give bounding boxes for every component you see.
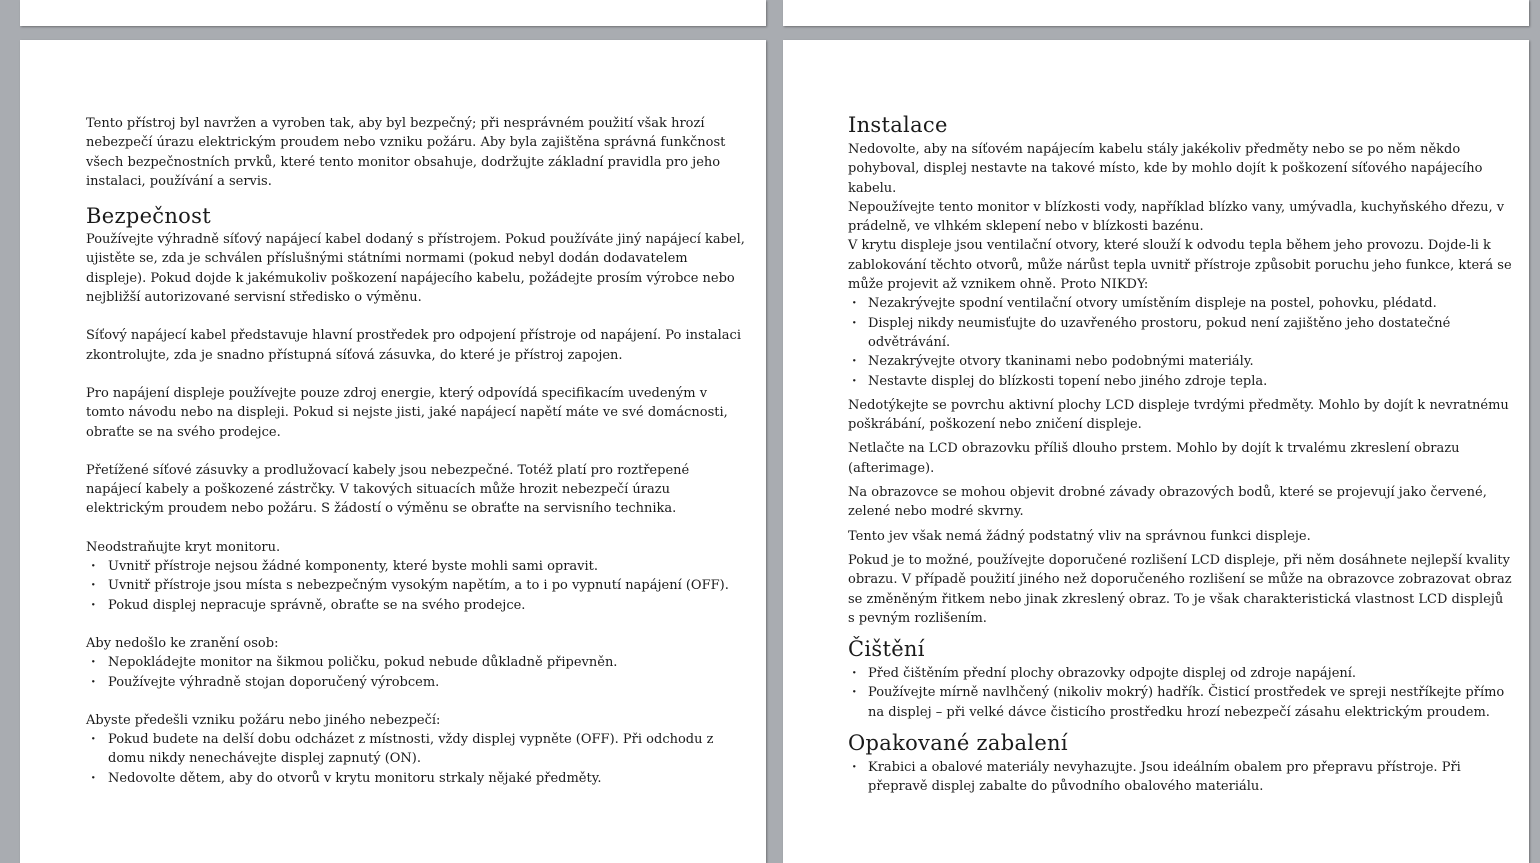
heading-opakovane-zabaleni: Opakované zabalení (848, 731, 1068, 756)
list-item: · Krabici a obalové materiály nevyhazujte. Jsou ideálním obalem pro přepravu přístroje. Při přepravě displej zabalte do původního obalového materiálu. (848, 758, 1513, 797)
bullet-list (848, 758, 1513, 797)
heading-cisteni: Čištění (848, 637, 925, 662)
bullet-list (848, 294, 1513, 390)
paragraph: Pro napájení displeje používejte pouze zdroj energie, který odpovídá specifikacím uvedeným v tomto návodu nebo na displeji. Pokud si nejste jisti, jaké napájecí napětí máte ve své domácnosti, obraťte se na svého prodejce. (86, 385, 728, 440)
document-page-left (20, 40, 766, 863)
list-item: · Před čištěním přední plochy obrazovky odpojte displej od zdroje napájení. (848, 664, 1513, 683)
bullet-list (86, 653, 746, 692)
heading-instalace: Instalace (848, 113, 948, 137)
paragraph: V krytu displeje jsou ventilační otvory, které slouží k odvodu tepla během jeho provozu. Dojde-li k zablokování těchto otvorů, může nárůst tepla uvnitř přístroje způsobit poruchu jeho funkce, která se může projevit až vznikem ohně. Proto NIKDY: (848, 238, 1512, 293)
right-page-content (848, 112, 1513, 797)
list-item: · Nedovolte dětem, aby do otvorů v krytu monitoru strkaly nějaké předměty. (86, 769, 746, 788)
paragraph: Netlačte na LCD obrazovku příliš dlouho prstem. Mohlo by dojít k trvalému zkreslení obrazu (afterimage). (848, 441, 1460, 476)
previous-page-left-edge (20, 0, 766, 26)
previous-page-right-edge (783, 0, 1529, 26)
paragraph: Síťový napájecí kabel představuje hlavní prostředek pro odpojení přístroje od napájení. Po instalaci zkontrolujte, zda je snadno přístupná síťová zásuvka, do které je přístroj zapojen. (86, 328, 741, 363)
list-item: · Nezakrývejte otvory tkaninami nebo podobnými materiály. (848, 352, 1513, 371)
list-item: · Používejte mírně navlhčený (nikoliv mokrý) hadřík. Čisticí prostředek ve spreji nestříkejte přímo na displej – při velké dávce čisticího prostředku hrozí nebezpečí zásahu elektrickým proudem. (848, 683, 1513, 722)
list-item: · Displej nikdy neumisťujte do uzavřeného prostoru, pokud není zajištěno jeho dostatečné odvětrávání. (848, 314, 1513, 353)
paragraph: Tento jev však nemá žádný podstatný vliv na správnou funkci displeje. (848, 528, 1311, 544)
list-item: · Uvnitř přístroje nejsou žádné komponenty, které byste mohli sami opravit. (86, 557, 746, 576)
bullet-list (86, 730, 746, 788)
paragraph: Pokud je to možné, používejte doporučené rozlišení LCD displeje, při něm dosáhnete nejlepší kvality obrazu. V případě použití jiného než doporučeného rozlišení se může na obrazovce zobrazovat obraz se změněným řitkem nebo jinak zkreslený obraz. To je však charakteristická vlastnost LCD displejů s pevným rozlišením. (848, 552, 1512, 626)
left-page-content (86, 114, 746, 788)
list-item: · Používejte výhradně stojan doporučený výrobcem. (86, 673, 746, 692)
paragraph: Nepoužívejte tento monitor v blízkosti vody, například blízko vany, umývadla, kuchyňského dřezu, v prádelně, ve vlhkém sklepení nebo v blízkosti bazénu. (848, 199, 1505, 235)
document-page-right (783, 40, 1529, 863)
paragraph: Aby nedošlo ke zranění osob: (86, 635, 279, 651)
paragraph: Abyste předešli vzniku požáru nebo jiného nebezpečí: (86, 712, 441, 728)
list-item: · Uvnitř přístroje jsou místa s nebezpečným vysokým napětím, a to i po vypnutí napájení (OFF). (86, 576, 746, 595)
bullet-list (86, 557, 746, 615)
list-item: · Pokud budete na delší dobu odcházet z místnosti, vždy displej vypněte (OFF). Při odchodu z domu nikdy nenechávejte displej zapnutý (ON). (86, 730, 746, 769)
list-item: · Pokud displej nepracuje správně, obraťte se na svého prodejce. (86, 596, 746, 615)
bullet-list (848, 664, 1513, 722)
list-item: · Nepokládejte monitor na šikmou poličku, pokud nebude důkladně připevněn. (86, 653, 746, 672)
paragraph: Neodstraňujte kryt monitoru. (86, 539, 281, 555)
paragraph: Na obrazovce se mohou objevit drobné závady obrazových bodů, které se projevují jako červené, zelené nebo modré skvrny. (848, 485, 1487, 520)
paragraph: Používejte výhradně síťový napájecí kabel dodaný s přístrojem. Pokud používáte jiný napájecí kabel, ujistěte se, zda je schválen příslušnými státními normami (pokud nebyl dodán dodavatelem displeje). Pokud dojde k jakémukoliv poškození napájecího kabelu, požádejte prosím výrobce nebo nejbližší autorizované servisní středisko o výměnu. (86, 232, 745, 306)
intro-paragraph: Tento přístroj byl navržen a vyroben tak, aby byl bezpečný; při nesprávném použití však hrozí nebezpečí úrazu elektrickým proudem nebo vzniku požáru. Aby byla zajištěna správná funkčnost všech bezpečnostních prvků, které tento monitor obsahuje, dodržujte základní pravidla pro jeho instalaci, používání a servis. (86, 116, 726, 189)
paragraph: Nedotýkejte se povrchu aktivní plochy LCD displeje tvrdými předměty. Mohlo by dojít k nevratnému poškrábání, poškození nebo zničení displeje. (848, 397, 1509, 433)
list-item: · Nestavte displej do blízkosti topení nebo jiného zdroje tepla. (848, 372, 1513, 391)
paragraph: Přetížené síťové zásuvky a prodlužovací kabely jsou nebezpečné. Totéž platí pro roztřepené napájecí kabely a poškozené zástrčky. V takových situacích může hrozit nebezpečí úrazu elektrickým proudem nebo požáru. S žádostí o výměnu se obraťte na servisního technika. (86, 462, 690, 517)
heading-bezpecnost: Bezpečnost (86, 204, 211, 229)
paragraph: Nedovolte, aby na síťovém napájecím kabelu stály jakékoliv předměty nebo se po něm někdo pohyboval, displej nestavte na takové místo, kde by mohlo dojít k poškození síťového napájecího kabelu. (848, 142, 1483, 196)
list-item: · Nezakrývejte spodní ventilační otvory umístěním displeje na postel, pohovku, plédatd. (848, 294, 1513, 313)
